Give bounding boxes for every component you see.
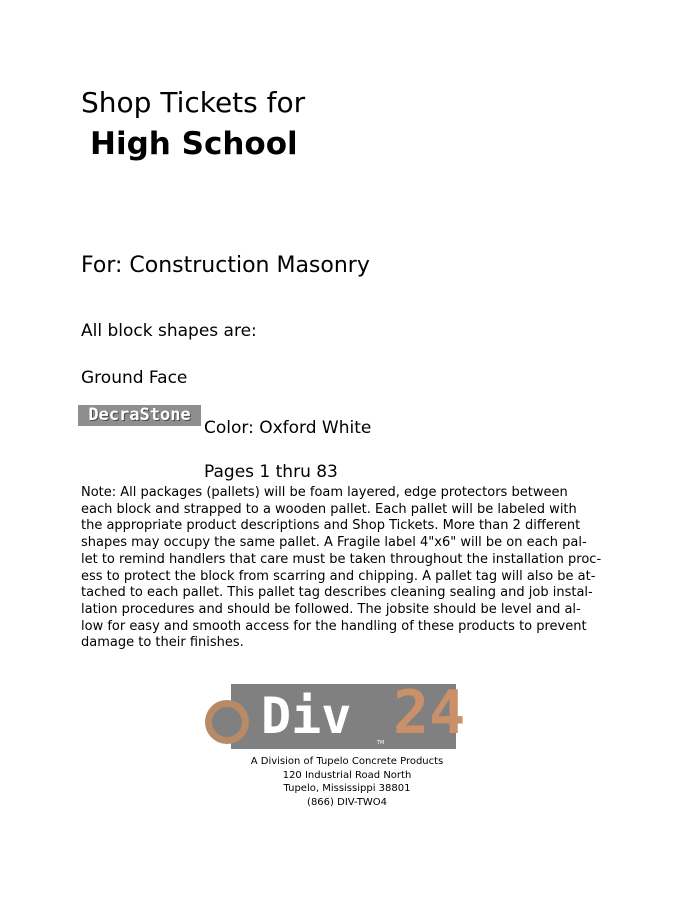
logo-trademark: TM (377, 740, 385, 746)
note-line: each block and strapped to a wooden pallet. Each pallet will be labeled with (81, 501, 577, 517)
address-line: A Division of Tupelo Concrete Products (250, 756, 444, 767)
note-line: tached to each pallet. This pallet tag describes cleaning sealing and job instal- (81, 585, 593, 601)
title-line-1: Shop Tickets for (81, 86, 306, 119)
shapes-line: All block shapes are: (81, 321, 257, 341)
for-line: For: Construction Masonry (81, 253, 370, 278)
address-line: Tupelo, Mississippi 38801 (283, 783, 411, 794)
color-line: Color: Oxford White (204, 418, 372, 438)
decrastone-logo: DecraStone (78, 405, 201, 426)
packaging-note (81, 485, 611, 652)
company-address (231, 755, 463, 809)
note-line: damage to their finishes. (81, 635, 244, 651)
note-line: shapes may occupy the same pallet. A Fragile label 4"x6" will be on each pal- (81, 535, 587, 551)
note-line: lation procedures and should be followed. The jobsite should be level and al- (81, 601, 581, 617)
pages-line: Pages 1 thru 83 (204, 462, 338, 482)
logo-number: 24 (393, 678, 466, 748)
note-line: ess to protect the block from scarring and chipping. A pallet tag will also be at- (81, 568, 596, 584)
note-line: let to remind handlers that care must be taken throughout the installation proc- (81, 551, 602, 567)
address-line: 120 Industrial Road North (282, 769, 412, 781)
logo-word: Div (261, 687, 352, 745)
address-line: (866) DIV-TWO4 (307, 796, 387, 808)
note-line: Note: All packages (pallets) will be foam layered, edge protectors between (81, 485, 568, 500)
title-line-2: High School (90, 126, 298, 162)
note-line: low for easy and smooth access for the handling of these products to prevent (81, 618, 587, 634)
note-line: the appropriate product descriptions and Shop Tickets. More than 2 different (81, 518, 581, 534)
div24-logo (231, 678, 466, 749)
finish-line: Ground Face (81, 368, 188, 388)
